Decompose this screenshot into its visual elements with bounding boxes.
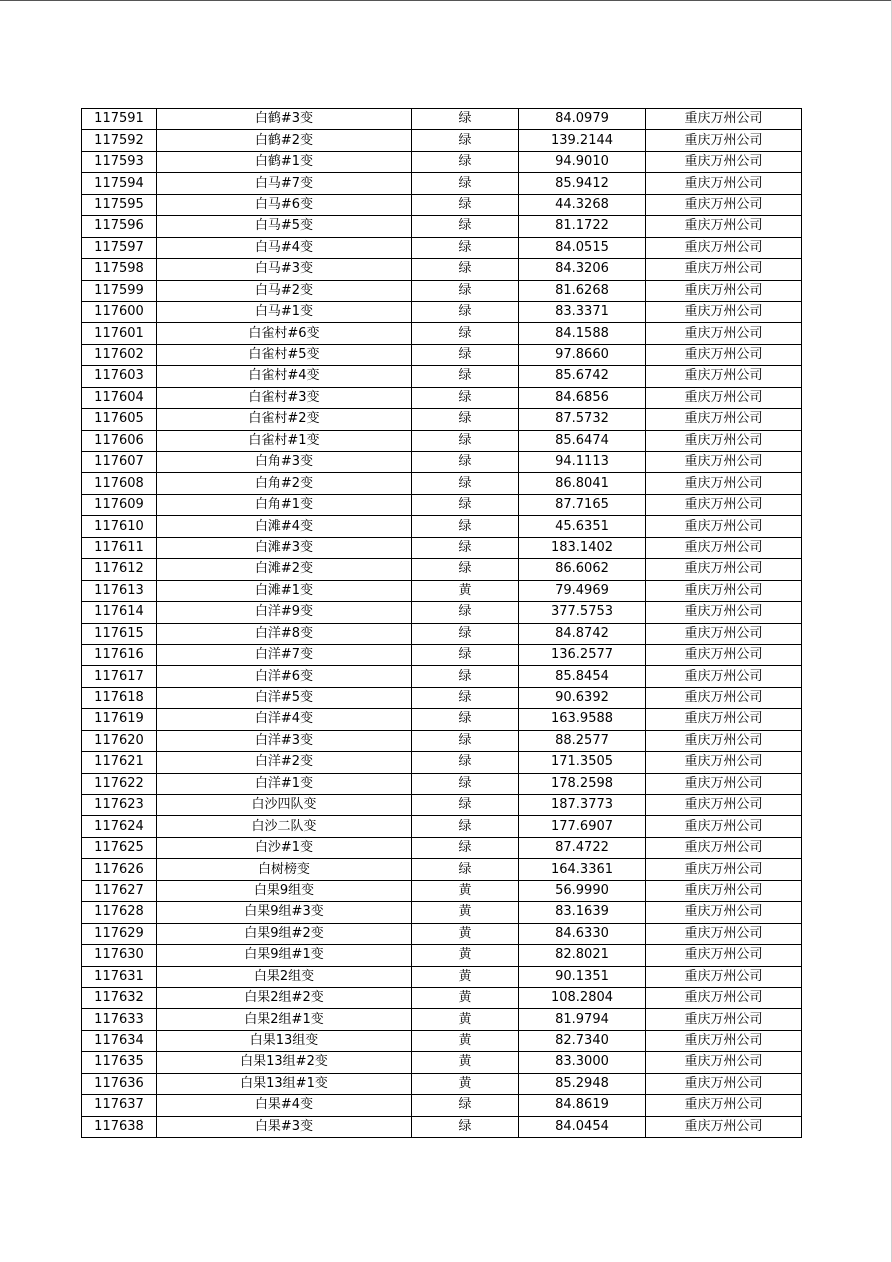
table-row: [82, 1116, 802, 1137]
table-row: [82, 194, 802, 215]
cell-status: 绿: [412, 344, 519, 365]
cell-id: 117618: [82, 687, 157, 708]
cell-status: 绿: [412, 130, 519, 151]
cell-status: 绿: [412, 537, 519, 558]
cell-id: 117595: [82, 194, 157, 215]
cell-status: 绿: [412, 602, 519, 623]
cell-id: 117609: [82, 494, 157, 515]
cell-status: 绿: [412, 151, 519, 172]
cell-id: 117591: [82, 109, 157, 130]
cell-value: 83.3000: [519, 1052, 646, 1073]
table-row: [82, 859, 802, 880]
cell-status: 绿: [412, 816, 519, 837]
cell-value: 183.1402: [519, 537, 646, 558]
cell-company: 重庆万州公司: [646, 130, 802, 151]
transformer-table: [81, 108, 802, 1138]
cell-company: 重庆万州公司: [646, 516, 802, 537]
cell-value: 163.9588: [519, 709, 646, 730]
cell-company: 重庆万州公司: [646, 773, 802, 794]
cell-id: 117611: [82, 537, 157, 558]
cell-company: 重庆万州公司: [646, 859, 802, 880]
cell-transformer-name: 白洋#2变: [157, 752, 412, 773]
cell-company: 重庆万州公司: [646, 559, 802, 580]
cell-id: 117592: [82, 130, 157, 151]
table-row: [82, 1009, 802, 1030]
table-row: [82, 687, 802, 708]
table-row: [82, 730, 802, 751]
cell-status: 黄: [412, 580, 519, 601]
cell-value: 84.8619: [519, 1095, 646, 1116]
table-row: [82, 623, 802, 644]
cell-id: 117638: [82, 1116, 157, 1137]
cell-transformer-name: 白果9组#1变: [157, 945, 412, 966]
cell-value: 84.3206: [519, 259, 646, 280]
table-row: [82, 452, 802, 473]
cell-status: 绿: [412, 1095, 519, 1116]
cell-company: 重庆万州公司: [646, 945, 802, 966]
table-row: [82, 644, 802, 665]
cell-id: 117628: [82, 902, 157, 923]
cell-company: 重庆万州公司: [646, 1009, 802, 1030]
cell-id: 117600: [82, 301, 157, 322]
cell-transformer-name: 白果2组变: [157, 966, 412, 987]
cell-status: 绿: [412, 859, 519, 880]
cell-value: 164.3361: [519, 859, 646, 880]
cell-id: 117623: [82, 795, 157, 816]
cell-status: 绿: [412, 666, 519, 687]
cell-company: 重庆万州公司: [646, 1095, 802, 1116]
table-row: [82, 923, 802, 944]
table-row: [82, 752, 802, 773]
cell-value: 81.9794: [519, 1009, 646, 1030]
table-row: [82, 902, 802, 923]
cell-transformer-name: 白雀村#2变: [157, 409, 412, 430]
cell-status: 绿: [412, 623, 519, 644]
table-row: [82, 344, 802, 365]
cell-status: 绿: [412, 259, 519, 280]
table-row: [82, 237, 802, 258]
cell-id: 117612: [82, 559, 157, 580]
cell-status: 绿: [412, 280, 519, 301]
cell-id: 117608: [82, 473, 157, 494]
cell-transformer-name: 白鹤#3变: [157, 109, 412, 130]
cell-value: 82.7340: [519, 1030, 646, 1051]
table-row: [82, 1095, 802, 1116]
cell-company: 重庆万州公司: [646, 837, 802, 858]
table-row: [82, 216, 802, 237]
cell-id: 117636: [82, 1073, 157, 1094]
cell-value: 177.6907: [519, 816, 646, 837]
cell-id: 117599: [82, 280, 157, 301]
cell-transformer-name: 白果13组#2变: [157, 1052, 412, 1073]
cell-status: 绿: [412, 452, 519, 473]
cell-company: 重庆万州公司: [646, 795, 802, 816]
cell-id: 117631: [82, 966, 157, 987]
cell-value: 85.9412: [519, 173, 646, 194]
cell-status: 绿: [412, 752, 519, 773]
cell-company: 重庆万州公司: [646, 923, 802, 944]
cell-transformer-name: 白角#3变: [157, 452, 412, 473]
cell-transformer-name: 白马#6变: [157, 194, 412, 215]
cell-id: 117613: [82, 580, 157, 601]
cell-transformer-name: 白角#2变: [157, 473, 412, 494]
cell-company: 重庆万州公司: [646, 730, 802, 751]
cell-company: 重庆万州公司: [646, 966, 802, 987]
table-row: [82, 773, 802, 794]
cell-status: 黄: [412, 880, 519, 901]
cell-company: 重庆万州公司: [646, 644, 802, 665]
table-row: [82, 301, 802, 322]
cell-status: 黄: [412, 902, 519, 923]
cell-status: 绿: [412, 473, 519, 494]
table-row: [82, 516, 802, 537]
cell-transformer-name: 白沙四队变: [157, 795, 412, 816]
cell-value: 84.1588: [519, 323, 646, 344]
table-row: [82, 259, 802, 280]
cell-company: 重庆万州公司: [646, 1052, 802, 1073]
cell-transformer-name: 白洋#5变: [157, 687, 412, 708]
cell-transformer-name: 白沙二队变: [157, 816, 412, 837]
cell-transformer-name: 白洋#9变: [157, 602, 412, 623]
cell-company: 重庆万州公司: [646, 709, 802, 730]
cell-status: 黄: [412, 945, 519, 966]
cell-value: 171.3505: [519, 752, 646, 773]
cell-id: 117637: [82, 1095, 157, 1116]
cell-company: 重庆万州公司: [646, 687, 802, 708]
cell-id: 117621: [82, 752, 157, 773]
table-row: [82, 1052, 802, 1073]
cell-value: 81.1722: [519, 216, 646, 237]
cell-id: 117630: [82, 945, 157, 966]
table-row: [82, 473, 802, 494]
cell-status: 绿: [412, 644, 519, 665]
cell-id: 117634: [82, 1030, 157, 1051]
cell-status: 绿: [412, 366, 519, 387]
cell-transformer-name: 白滩#4变: [157, 516, 412, 537]
cell-transformer-name: 白洋#1变: [157, 773, 412, 794]
cell-status: 绿: [412, 559, 519, 580]
cell-value: 84.8742: [519, 623, 646, 644]
cell-status: 绿: [412, 194, 519, 215]
cell-status: 绿: [412, 216, 519, 237]
cell-id: 117632: [82, 987, 157, 1008]
table-row: [82, 1030, 802, 1051]
cell-value: 83.3371: [519, 301, 646, 322]
cell-transformer-name: 白雀村#1变: [157, 430, 412, 451]
cell-company: 重庆万州公司: [646, 387, 802, 408]
cell-company: 重庆万州公司: [646, 1116, 802, 1137]
cell-status: 绿: [412, 795, 519, 816]
cell-transformer-name: 白沙#1变: [157, 837, 412, 858]
cell-status: 绿: [412, 323, 519, 344]
table-row: [82, 580, 802, 601]
table-row: [82, 602, 802, 623]
cell-status: 绿: [412, 301, 519, 322]
cell-value: 84.6856: [519, 387, 646, 408]
cell-transformer-name: 白滩#1变: [157, 580, 412, 601]
cell-id: 117605: [82, 409, 157, 430]
cell-id: 117615: [82, 623, 157, 644]
cell-id: 117624: [82, 816, 157, 837]
cell-value: 87.5732: [519, 409, 646, 430]
cell-company: 重庆万州公司: [646, 452, 802, 473]
table-row: [82, 151, 802, 172]
cell-transformer-name: 白雀村#6变: [157, 323, 412, 344]
cell-status: 黄: [412, 966, 519, 987]
cell-id: 117606: [82, 430, 157, 451]
cell-id: 117626: [82, 859, 157, 880]
cell-value: 90.6392: [519, 687, 646, 708]
cell-value: 56.9990: [519, 880, 646, 901]
cell-company: 重庆万州公司: [646, 151, 802, 172]
cell-company: 重庆万州公司: [646, 473, 802, 494]
cell-id: 117601: [82, 323, 157, 344]
cell-transformer-name: 白洋#7变: [157, 644, 412, 665]
cell-transformer-name: 白洋#3变: [157, 730, 412, 751]
cell-status: 绿: [412, 387, 519, 408]
cell-status: 绿: [412, 709, 519, 730]
cell-company: 重庆万州公司: [646, 301, 802, 322]
cell-company: 重庆万州公司: [646, 666, 802, 687]
cell-id: 117598: [82, 259, 157, 280]
cell-transformer-name: 白果#3变: [157, 1116, 412, 1137]
cell-status: 绿: [412, 837, 519, 858]
cell-value: 94.9010: [519, 151, 646, 172]
cell-company: 重庆万州公司: [646, 902, 802, 923]
cell-transformer-name: 白果2组#2变: [157, 987, 412, 1008]
cell-transformer-name: 白果9组#2变: [157, 923, 412, 944]
cell-value: 87.7165: [519, 494, 646, 515]
table-row: [82, 987, 802, 1008]
cell-id: 117602: [82, 344, 157, 365]
cell-status: 绿: [412, 494, 519, 515]
table-row: [82, 945, 802, 966]
cell-transformer-name: 白果13组变: [157, 1030, 412, 1051]
cell-value: 85.6474: [519, 430, 646, 451]
cell-transformer-name: 白鹤#2变: [157, 130, 412, 151]
cell-status: 绿: [412, 1116, 519, 1137]
cell-transformer-name: 白果13组#1变: [157, 1073, 412, 1094]
cell-transformer-name: 白洋#8变: [157, 623, 412, 644]
cell-value: 81.6268: [519, 280, 646, 301]
cell-transformer-name: 白洋#6变: [157, 666, 412, 687]
cell-company: 重庆万州公司: [646, 880, 802, 901]
cell-company: 重庆万州公司: [646, 430, 802, 451]
cell-value: 84.0979: [519, 109, 646, 130]
cell-status: 黄: [412, 987, 519, 1008]
cell-value: 45.6351: [519, 516, 646, 537]
cell-company: 重庆万州公司: [646, 537, 802, 558]
cell-transformer-name: 白鹤#1变: [157, 151, 412, 172]
page-top-border: [0, 0, 892, 1]
table-row: [82, 387, 802, 408]
table-row: [82, 323, 802, 344]
cell-id: 117622: [82, 773, 157, 794]
cell-value: 86.6062: [519, 559, 646, 580]
cell-company: 重庆万州公司: [646, 752, 802, 773]
cell-status: 绿: [412, 730, 519, 751]
cell-transformer-name: 白果9组#3变: [157, 902, 412, 923]
cell-company: 重庆万州公司: [646, 280, 802, 301]
table-row: [82, 173, 802, 194]
cell-id: 117610: [82, 516, 157, 537]
cell-id: 117594: [82, 173, 157, 194]
cell-transformer-name: 白马#1变: [157, 301, 412, 322]
cell-status: 黄: [412, 1052, 519, 1073]
cell-id: 117617: [82, 666, 157, 687]
cell-transformer-name: 白雀村#4变: [157, 366, 412, 387]
table-row: [82, 880, 802, 901]
cell-id: 117597: [82, 237, 157, 258]
cell-value: 97.8660: [519, 344, 646, 365]
cell-status: 绿: [412, 687, 519, 708]
cell-company: 重庆万州公司: [646, 987, 802, 1008]
cell-value: 86.8041: [519, 473, 646, 494]
cell-transformer-name: 白角#1变: [157, 494, 412, 515]
table-row: [82, 666, 802, 687]
cell-value: 94.1113: [519, 452, 646, 473]
cell-company: 重庆万州公司: [646, 580, 802, 601]
table-row: [82, 494, 802, 515]
table-row: [82, 1073, 802, 1094]
cell-id: 117614: [82, 602, 157, 623]
cell-value: 84.0454: [519, 1116, 646, 1137]
cell-status: 黄: [412, 1073, 519, 1094]
cell-transformer-name: 白马#3变: [157, 259, 412, 280]
table-row: [82, 366, 802, 387]
cell-transformer-name: 白滩#2变: [157, 559, 412, 580]
cell-transformer-name: 白雀村#3变: [157, 387, 412, 408]
cell-id: 117629: [82, 923, 157, 944]
cell-company: 重庆万州公司: [646, 1073, 802, 1094]
cell-status: 绿: [412, 409, 519, 430]
table-row: [82, 537, 802, 558]
cell-status: 绿: [412, 773, 519, 794]
cell-company: 重庆万州公司: [646, 323, 802, 344]
cell-company: 重庆万州公司: [646, 623, 802, 644]
cell-company: 重庆万州公司: [646, 173, 802, 194]
cell-value: 85.2948: [519, 1073, 646, 1094]
cell-company: 重庆万州公司: [646, 109, 802, 130]
cell-status: 绿: [412, 430, 519, 451]
cell-company: 重庆万州公司: [646, 816, 802, 837]
cell-value: 90.1351: [519, 966, 646, 987]
cell-value: 377.5753: [519, 602, 646, 623]
cell-company: 重庆万州公司: [646, 602, 802, 623]
table-row: [82, 430, 802, 451]
cell-status: 黄: [412, 923, 519, 944]
cell-value: 44.3268: [519, 194, 646, 215]
cell-company: 重庆万州公司: [646, 1030, 802, 1051]
cell-transformer-name: 白马#5变: [157, 216, 412, 237]
cell-value: 88.2577: [519, 730, 646, 751]
cell-value: 85.8454: [519, 666, 646, 687]
cell-transformer-name: 白滩#3变: [157, 537, 412, 558]
table-row: [82, 109, 802, 130]
cell-company: 重庆万州公司: [646, 237, 802, 258]
cell-value: 187.3773: [519, 795, 646, 816]
cell-transformer-name: 白果2组#1变: [157, 1009, 412, 1030]
cell-value: 84.6330: [519, 923, 646, 944]
cell-transformer-name: 白雀村#5变: [157, 344, 412, 365]
cell-transformer-name: 白马#4变: [157, 237, 412, 258]
cell-value: 108.2804: [519, 987, 646, 1008]
table-row: [82, 130, 802, 151]
cell-value: 79.4969: [519, 580, 646, 601]
cell-company: 重庆万州公司: [646, 494, 802, 515]
cell-value: 84.0515: [519, 237, 646, 258]
cell-value: 139.2144: [519, 130, 646, 151]
cell-company: 重庆万州公司: [646, 409, 802, 430]
table-row: [82, 837, 802, 858]
cell-company: 重庆万州公司: [646, 366, 802, 387]
cell-transformer-name: 白马#7变: [157, 173, 412, 194]
cell-id: 117607: [82, 452, 157, 473]
table-row: [82, 709, 802, 730]
cell-id: 117604: [82, 387, 157, 408]
table-row: [82, 559, 802, 580]
cell-status: 黄: [412, 1030, 519, 1051]
cell-company: 重庆万州公司: [646, 194, 802, 215]
cell-value: 178.2598: [519, 773, 646, 794]
cell-id: 117616: [82, 644, 157, 665]
table-row: [82, 795, 802, 816]
table-row: [82, 966, 802, 987]
cell-transformer-name: 白马#2变: [157, 280, 412, 301]
cell-id: 117627: [82, 880, 157, 901]
table-body: [82, 109, 802, 1138]
cell-transformer-name: 白果#4变: [157, 1095, 412, 1116]
cell-transformer-name: 白果9组变: [157, 880, 412, 901]
cell-id: 117596: [82, 216, 157, 237]
cell-transformer-name: 白洋#4变: [157, 709, 412, 730]
cell-status: 绿: [412, 173, 519, 194]
table-row: [82, 280, 802, 301]
cell-status: 绿: [412, 109, 519, 130]
cell-value: 85.6742: [519, 366, 646, 387]
cell-value: 87.4722: [519, 837, 646, 858]
cell-company: 重庆万州公司: [646, 259, 802, 280]
cell-id: 117625: [82, 837, 157, 858]
cell-id: 117593: [82, 151, 157, 172]
cell-id: 117603: [82, 366, 157, 387]
cell-id: 117633: [82, 1009, 157, 1030]
cell-company: 重庆万州公司: [646, 344, 802, 365]
cell-value: 83.1639: [519, 902, 646, 923]
cell-company: 重庆万州公司: [646, 216, 802, 237]
cell-transformer-name: 白树榜变: [157, 859, 412, 880]
cell-id: 117619: [82, 709, 157, 730]
table-row: [82, 816, 802, 837]
cell-id: 117635: [82, 1052, 157, 1073]
cell-value: 82.8021: [519, 945, 646, 966]
cell-id: 117620: [82, 730, 157, 751]
cell-status: 绿: [412, 237, 519, 258]
table-row: [82, 409, 802, 430]
cell-status: 黄: [412, 1009, 519, 1030]
cell-status: 绿: [412, 516, 519, 537]
cell-value: 136.2577: [519, 644, 646, 665]
